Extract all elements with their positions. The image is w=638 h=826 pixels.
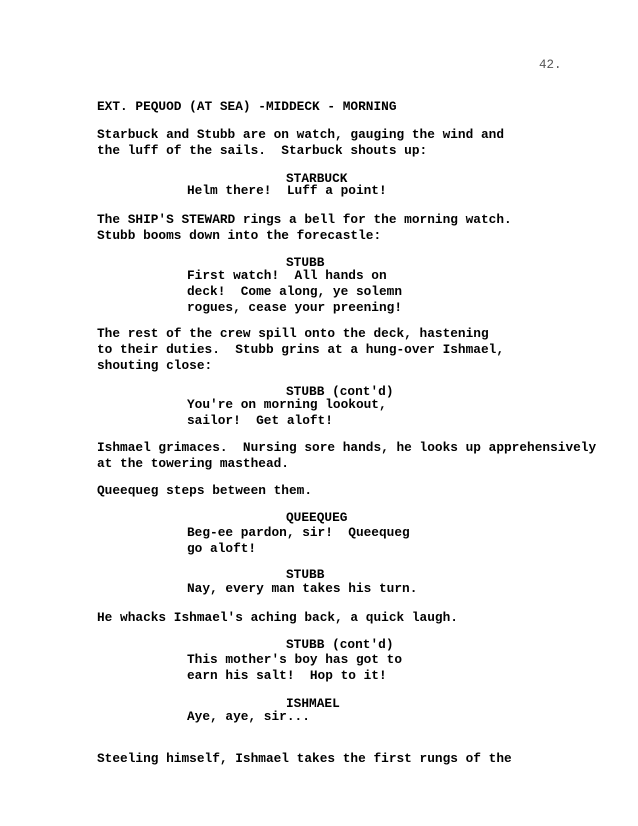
action-line: The SHIP'S STEWARD rings a bell for the morning watch. — [97, 212, 512, 227]
dialogue-line: earn his salt! Hop to it! — [187, 668, 387, 683]
dialogue-line: Aye, aye, sir... — [187, 709, 310, 724]
action-line: Stubb booms down into the forecastle: — [97, 228, 382, 243]
dialogue-line: Beg-ee pardon, sir! Queequeg — [187, 525, 410, 540]
dialogue-line: First watch! All hands on — [187, 268, 387, 283]
action-line: to their duties. Stubb grins at a hung-over Ishmael, — [97, 342, 505, 357]
dialogue-line: go aloft! — [187, 541, 257, 556]
action-line: at the towering masthead. — [97, 456, 289, 471]
page-number: 42. — [539, 58, 562, 72]
dialogue-line: Nay, every man takes his turn. — [187, 581, 418, 596]
dialogue-line: This mother's boy has got to — [187, 652, 403, 667]
action-line: Starbuck and Stubb are on watch, gauging the wind and — [97, 127, 505, 142]
dialogue-line: rogues, cease your preening! — [187, 300, 403, 315]
character-name: STUBB — [286, 567, 325, 582]
action-line: Queequeg steps between them. — [97, 483, 313, 498]
character-name: ISHMAEL — [286, 696, 340, 711]
dialogue-line: Helm there! Luff a point! — [187, 183, 387, 198]
action-line: Ishmael grimaces. Nursing sore hands, he looks up apprehensively — [97, 440, 597, 455]
character-name: STUBB — [286, 255, 325, 270]
scene-heading: EXT. PEQUOD (AT SEA) -MIDDECK - MORNING — [97, 99, 397, 114]
dialogue-line: deck! Come along, ye solemn — [187, 284, 403, 299]
action-line: the luff of the sails. Starbuck shouts up: — [97, 143, 428, 158]
character-name: STUBB (cont'd) — [286, 637, 394, 652]
character-name: STUBB (cont'd) — [286, 384, 394, 399]
action-line: He whacks Ishmael's aching back, a quick laugh. — [97, 610, 458, 625]
character-name: QUEEQUEG — [286, 510, 348, 525]
dialogue-line: sailor! Get aloft! — [187, 413, 333, 428]
character-name: STARBUCK — [286, 171, 348, 186]
action-line: Steeling himself, Ishmael takes the first rungs of the — [97, 751, 512, 766]
action-line: shouting close: — [97, 358, 213, 373]
action-line: The rest of the crew spill onto the deck, hastening — [97, 326, 489, 341]
dialogue-line: You're on morning lookout, — [187, 397, 387, 412]
